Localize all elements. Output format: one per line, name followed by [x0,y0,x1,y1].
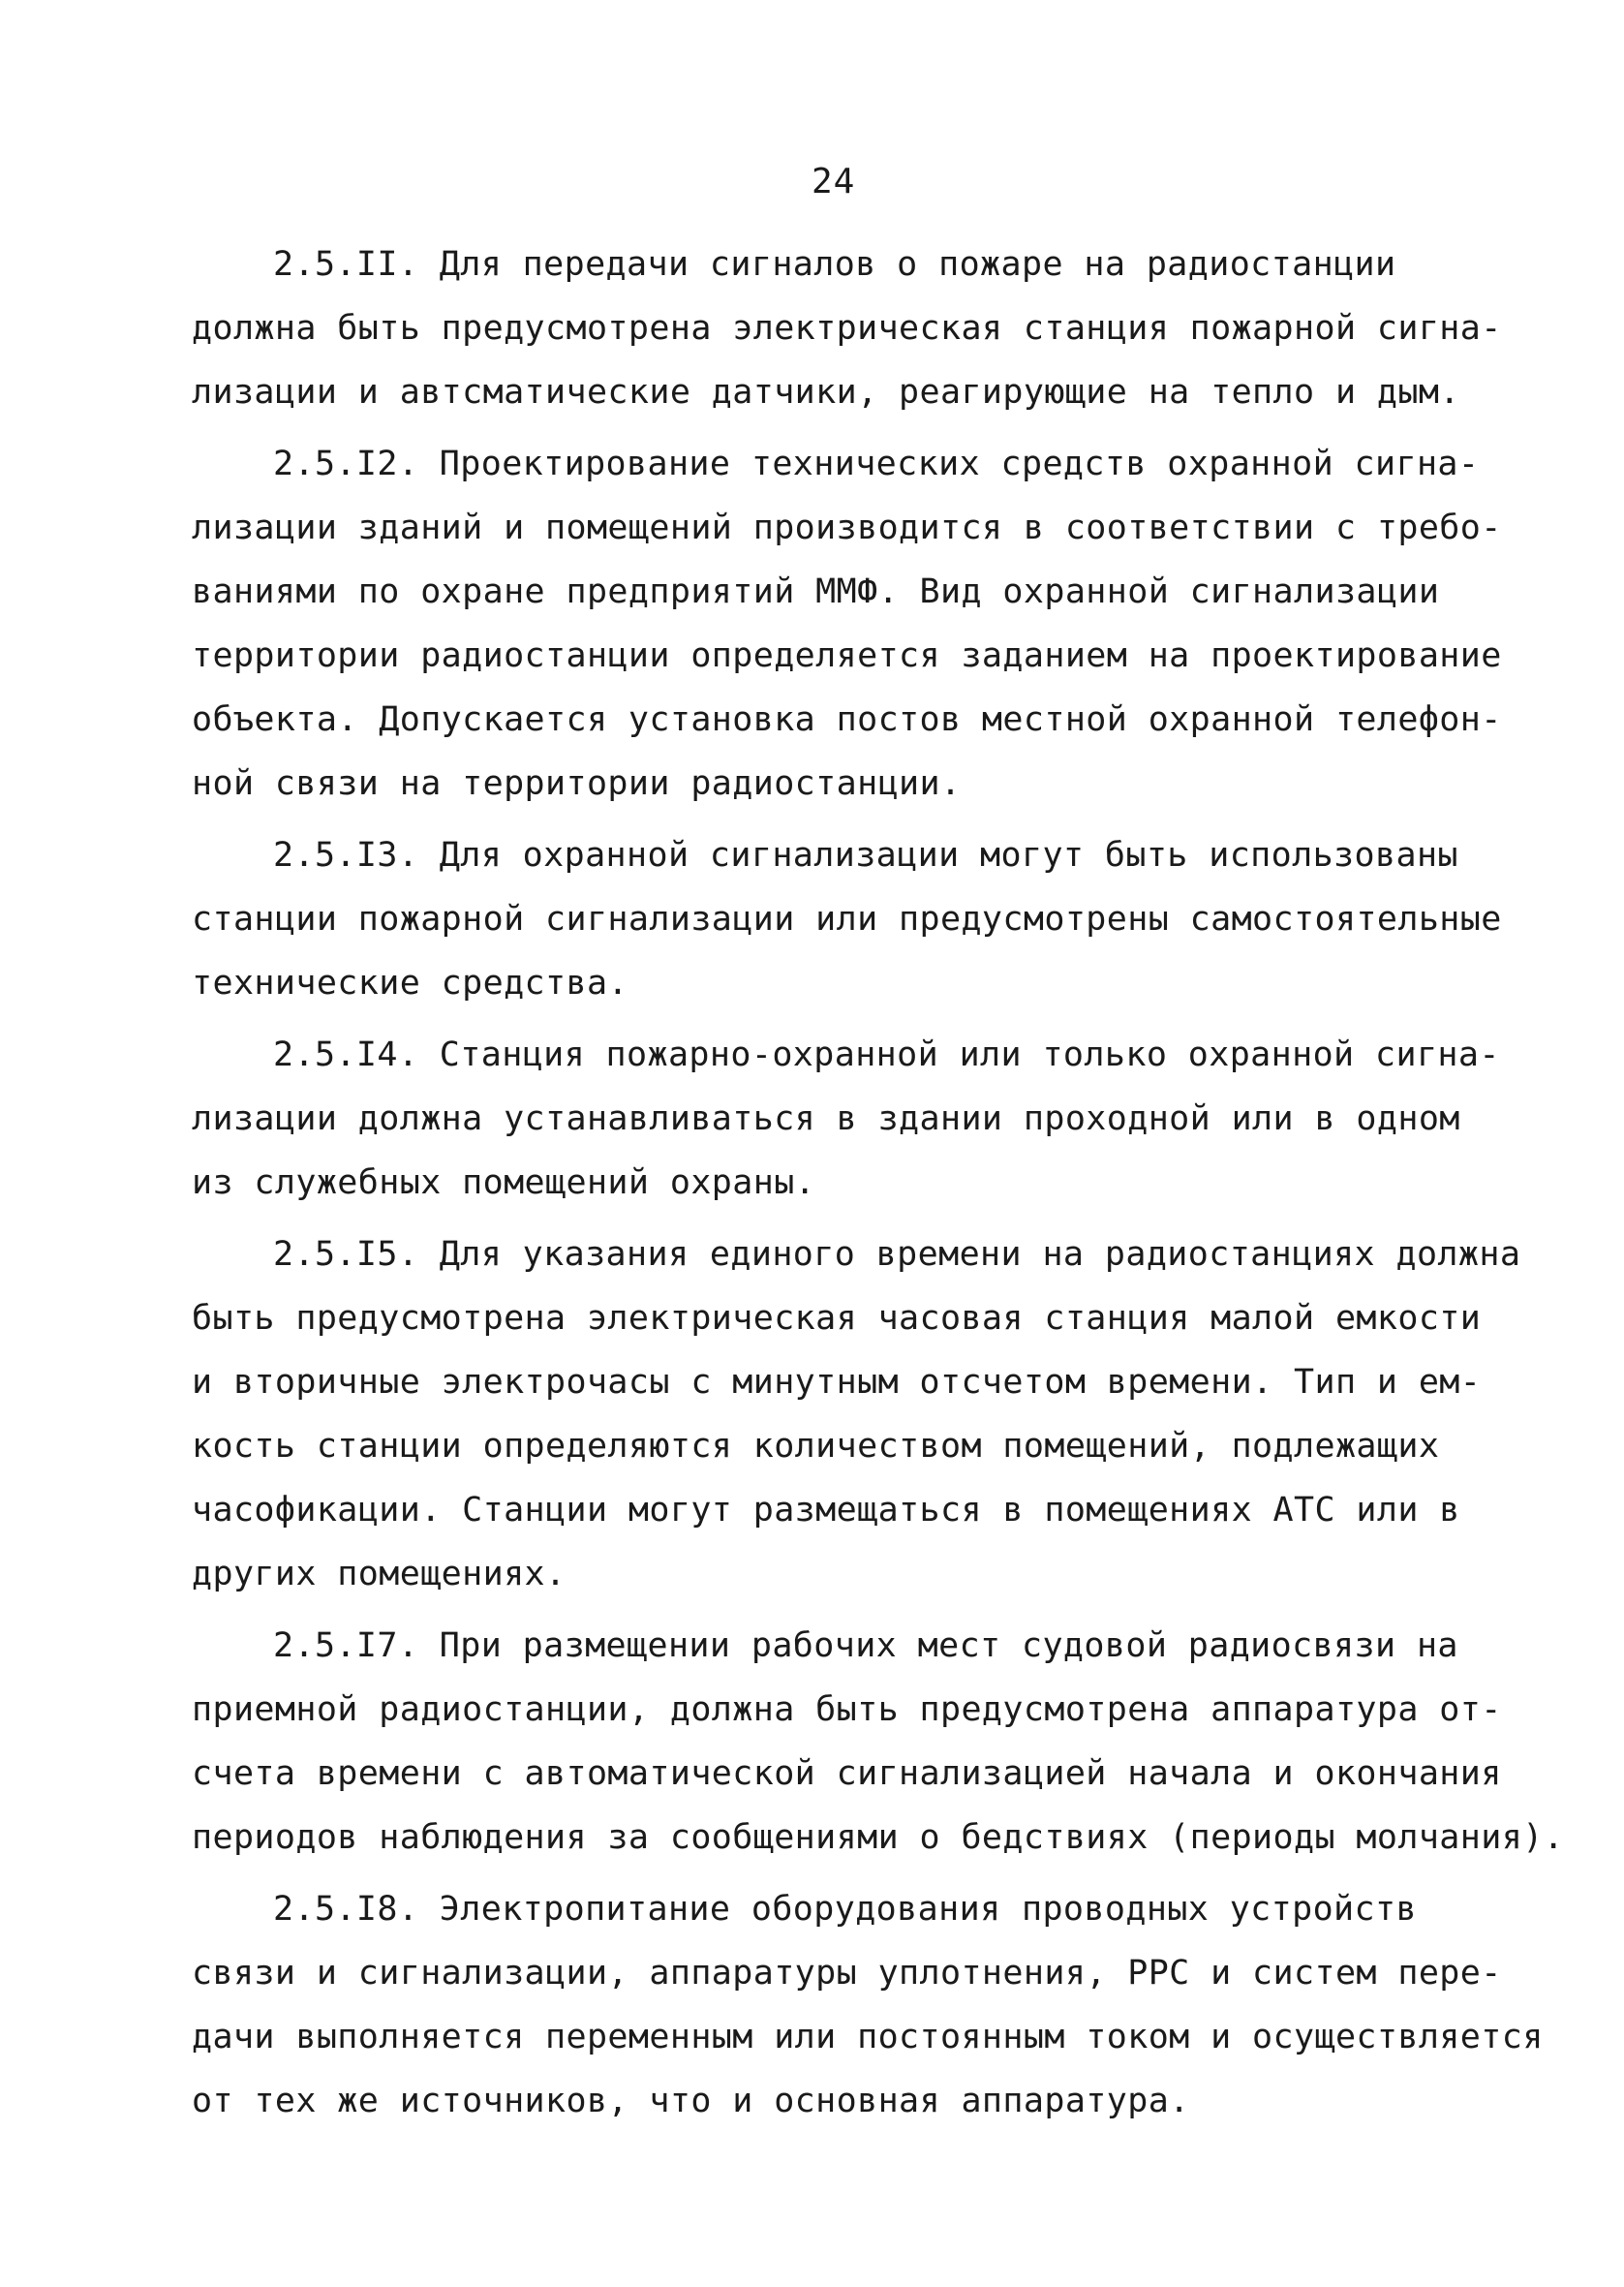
text-line: приемной радиостанции, должна быть предусмотрена аппаратура от- [192,1690,1502,1729]
text-line: 2.5.I7. При размещении рабочих мест судовой радиосвязи на [273,1626,1458,1665]
paragraph-2-5-13 [192,823,1502,1015]
paragraph-2-5-12 [192,432,1502,816]
text-line: лизации должна устанавливаться в здании проходной или в одном [192,1099,1460,1138]
paragraph-2-5-14 [192,1023,1500,1215]
text-line: 2.5.II. Для передачи сигналов о пожаре на радиостанции [273,245,1396,284]
text-line: ваниями по охране предприятий ММФ. Вид охранной сигнализации [192,572,1440,611]
body-text [192,232,1565,2141]
text-line: периодов наблюдения за сообщениями о бедствиях (периоды молчания). [192,1818,1565,1857]
text-line: счета времени с автоматической сигнализацией начала и окончания [192,1754,1502,1793]
text-line: 2.5.I2. Проектирование технических средств охранной сигна- [273,445,1480,483]
text-line: от тех же источников, что и основная аппаратура. [192,2082,1190,2120]
text-line: кость станции определяются количеством помещений, подлежащих [192,1427,1440,1466]
text-line: связи и сигнализации, аппаратуры уплотнения, РРС и систем пере- [192,1954,1502,1993]
text-line: 2.5.I5. Для указания единого времени на радиостанциях должна [273,1235,1521,1274]
text-line: лизации и автсматические датчики, реагирующие на тепло и дым. [192,373,1460,412]
text-line: дачи выполняется переменным или постоянным током и осуществляется [192,2018,1544,2056]
paragraph-2-5-17 [192,1614,1565,1870]
text-line: технические средства. [192,964,628,1003]
text-line: других помещениях. [192,1555,567,1593]
text-line: быть предусмотрена электрическая часовая станция малой емкости [192,1299,1482,1338]
paragraph-2-5-18 [192,1877,1544,2133]
text-line: часофикации. Станции могут размещаться в помещениях АТС или в [192,1491,1460,1530]
text-line: и вторичные электрочасы с минутным отсчетом времени. Тип и ем- [192,1363,1482,1402]
text-line: должна быть предусмотрена электрическая станция пожарной сигна- [192,309,1502,348]
text-line: объекта. Допускается установка постов местной охранной телефон- [192,700,1502,739]
page-number: 24 [812,162,856,201]
text-line: из служебных помещений охраны. [192,1163,816,1202]
text-line: 2.5.I3. Для охранной сигнализации могут быть использованы [273,836,1458,875]
text-line: лизации зданий и помещений производится в соответствии с требо- [192,509,1502,547]
text-line: 2.5.I8. Электропитание оборудования проводных устройств [273,1890,1417,1929]
paragraph-2-5-11 [192,232,1502,424]
text-line: 2.5.I4. Станция пожарно-охранной или только охранной сигна- [273,1035,1500,1074]
text-line: ной связи на территории радиостанции. [192,764,962,803]
paragraph-2-5-15 [192,1222,1521,1606]
text-line: станции пожарной сигнализации или предусмотрены самостоятельные [192,900,1502,939]
text-line: территории радиостанции определяется заданием на проектирование [192,636,1502,675]
